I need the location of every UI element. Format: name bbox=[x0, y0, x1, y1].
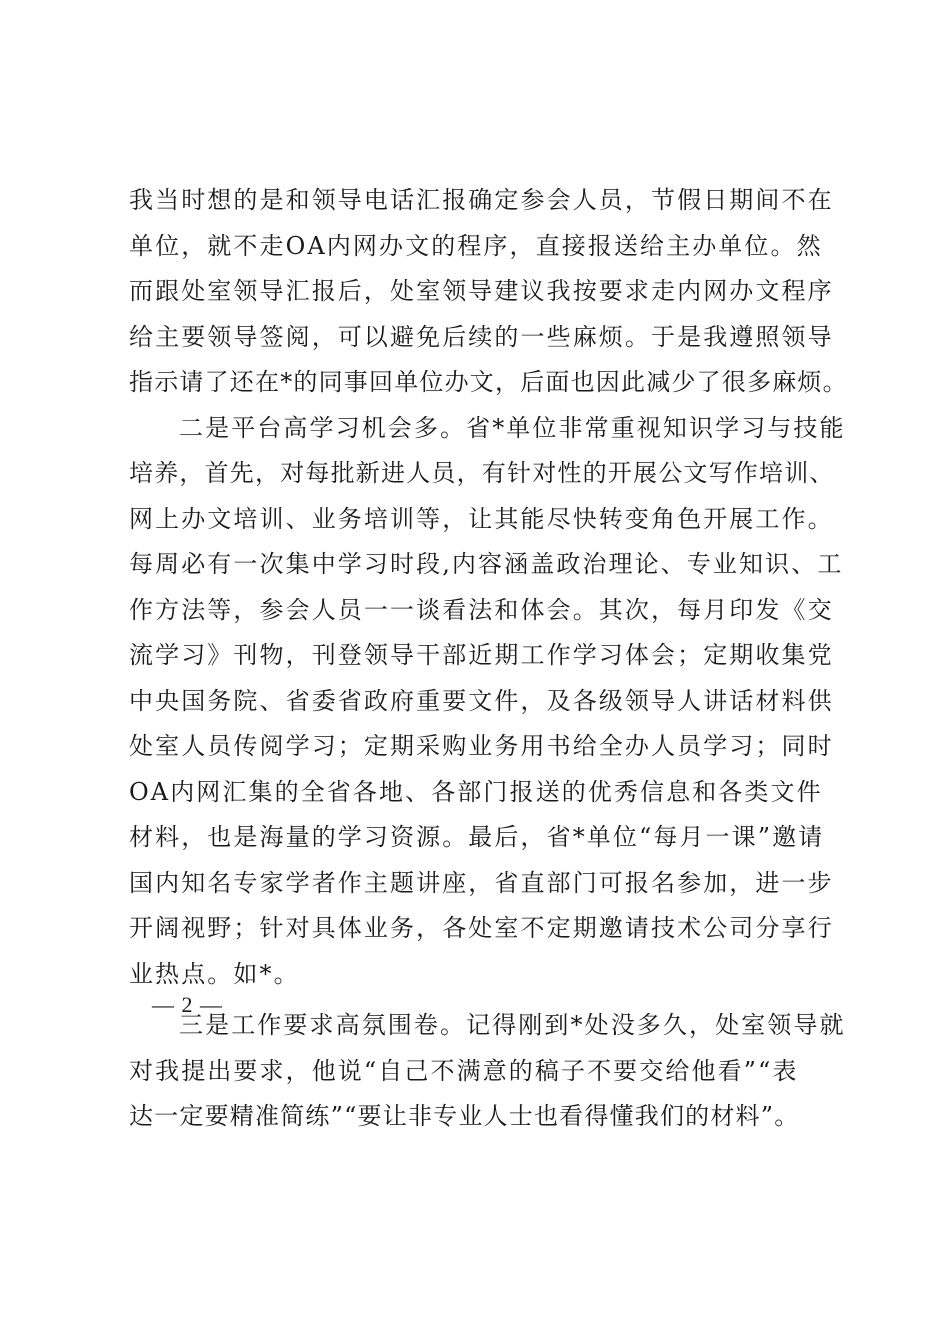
text-line: 对我提出要求，他说“自己不满意的稿子不要交给他看”“表 bbox=[129, 1056, 799, 1085]
text-line: 二是平台高学习机会多。省*单位非常重视知识学习与技能 bbox=[179, 413, 846, 442]
text-line: 国内知名专家学者作主题讲座，省直部门可报名参加，进一步 bbox=[129, 868, 834, 897]
text-line: OA内网汇集的全省各地、各部门报送的优秀信息和各类文件 bbox=[129, 777, 823, 806]
text-line: 三是工作要求高氛围卷。记得刚到*处没多久，处室领导就 bbox=[179, 1011, 846, 1039]
text-line: 指示请了还在*的同事回单位办文，后面也因此减少了很多麻烦。 bbox=[129, 368, 848, 396]
paragraph-1 bbox=[129, 178, 848, 406]
text-line: 业热点。如*。 bbox=[129, 959, 300, 988]
page-number: — 2 — bbox=[152, 992, 223, 1017]
paragraph-3 bbox=[129, 1003, 846, 1140]
text-line: 每周必有一次集中学习时段,内容涵盖政治理论、专业知识、工 bbox=[129, 550, 844, 578]
text-line: 给主要领导签阅，可以避免后续的一些麻烦。于是我遵照领导 bbox=[129, 322, 834, 351]
text-line: 培养，首先，对每批新进人员，有针对性的开展公文写作培训、 bbox=[129, 459, 835, 487]
text-line: 作方法等，参会人员一一谈看法和体会。其次，每月印发《交 bbox=[129, 595, 834, 624]
text-line: 开阔视野；针对具体业务，各处室不定期邀请技术公司分享行 bbox=[129, 914, 834, 942]
text-line: 单位，就不走OA内网办文的程序，直接报送给主办单位。然 bbox=[129, 231, 823, 260]
text-line: 中央国务院、省委省政府重要文件，及各级领导人讲话材料供 bbox=[129, 686, 834, 715]
text-line: 处室人员传阅学习；定期采购业务用书给全办人员学习；同时 bbox=[129, 732, 834, 760]
text-line: 材料，也是海量的学习资源。最后，省*单位“每月一课”邀请 bbox=[129, 823, 825, 851]
text-line: 达一定要精准简练”“要让非专业人士也看得懂我们的材料”。 bbox=[129, 1102, 800, 1130]
text-line: 网上办文培训、业务培训等，让其能尽快转变角色开展工作。 bbox=[129, 504, 834, 533]
document-body bbox=[129, 178, 848, 1140]
paragraph-2 bbox=[129, 406, 846, 998]
text-line: 我当时想的是和领导电话汇报确定参会人员，节假日期间不在 bbox=[129, 186, 834, 214]
text-line: 而跟处室领导汇报后，处室领导建议我按要求走内网办文程序 bbox=[129, 277, 834, 305]
text-line: 流学习》刊物，刊登领导干部近期工作学习体会；定期收集党 bbox=[129, 641, 834, 669]
